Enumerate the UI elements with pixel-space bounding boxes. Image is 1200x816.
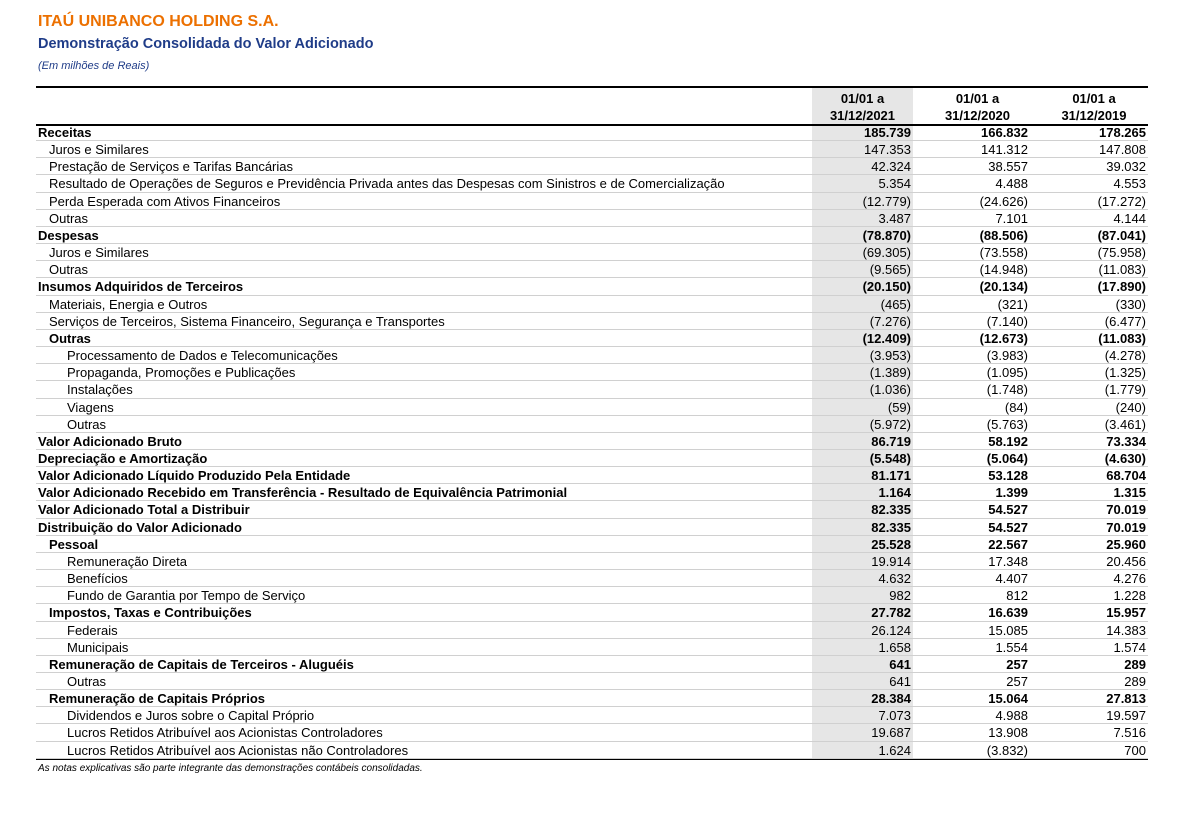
value-2021: 42.324 xyxy=(871,159,911,175)
value-2019: (3.461) xyxy=(1104,416,1146,432)
table-row xyxy=(36,227,1148,244)
row-label: Valor Adicionado Total a Distribuir xyxy=(38,502,250,518)
value-2019: 289 xyxy=(1124,674,1146,689)
value-2021: (5.548) xyxy=(869,450,911,466)
value-2019: (11.083) xyxy=(1098,330,1146,346)
table-row xyxy=(36,141,1148,158)
bottom-rule xyxy=(36,759,1148,760)
table-row xyxy=(36,158,1148,175)
value-2021: 185.739 xyxy=(864,125,911,140)
value-2021: (7.276) xyxy=(869,313,911,329)
column-header-2020-line1: 01/01 a xyxy=(955,91,1000,106)
value-2021: 982 xyxy=(889,588,911,604)
value-2019: 70.019 xyxy=(1106,502,1146,518)
value-added-table xyxy=(36,124,1148,759)
table-row xyxy=(36,175,1148,192)
row-label: Outras xyxy=(67,416,107,432)
row-label: Lucros Retidos Atribuível aos Acionistas não Controladores xyxy=(67,742,409,758)
value-2019: 700 xyxy=(1124,742,1146,758)
value-2021: (12.409) xyxy=(862,330,911,346)
value-2020: 257 xyxy=(1006,674,1028,689)
row-label: Processamento de Dados e Telecomunicações xyxy=(67,348,338,364)
value-2021: (20.150) xyxy=(862,279,911,295)
column-header-2019-line1: 01/01 a xyxy=(1072,91,1116,106)
value-2021: 3.487 xyxy=(878,210,911,226)
value-2019: (330) xyxy=(1115,296,1146,312)
row-label: Lucros Retidos Atribuível aos Acionistas Controladores xyxy=(67,725,383,741)
value-2019: 25.960 xyxy=(1106,536,1146,552)
value-2021: 19.687 xyxy=(871,725,911,741)
value-2021: (69.305) xyxy=(862,245,911,261)
column-header-2019-line2: 31/12/2019 xyxy=(1061,108,1127,123)
row-label: Juros e Similares xyxy=(49,142,149,158)
row-label: Valor Adicionado Líquido Produzido Pela Entidade xyxy=(38,468,351,484)
table-row xyxy=(36,244,1148,261)
value-2021: (465) xyxy=(880,296,911,312)
value-2021: 7.073 xyxy=(878,708,911,724)
statement-title: Demonstração Consolidada do Valor Adicionado xyxy=(38,36,374,52)
row-label: Fundo de Garantia por Tempo de Serviço xyxy=(67,588,306,604)
row-label: Valor Adicionado Bruto xyxy=(38,433,182,449)
row-label: Federais xyxy=(67,622,118,638)
table-row xyxy=(36,433,1148,450)
value-2019: 14.383 xyxy=(1106,622,1146,638)
value-2019: 4.144 xyxy=(1113,210,1146,226)
row-label: Benefícios xyxy=(67,571,128,587)
value-2021: 81.171 xyxy=(871,468,911,484)
value-2020: 1.554 xyxy=(995,639,1028,655)
row-label: Resultado de Operações de Seguros e Previdência Privada antes das Despesas com Sinistros e de Comercialização xyxy=(49,176,725,192)
value-2020: 54.527 xyxy=(988,502,1028,518)
table-row xyxy=(36,124,1148,141)
row-label: Depreciação e Amortização xyxy=(38,450,208,466)
value-2019: 4.276 xyxy=(1113,571,1146,587)
table-row xyxy=(36,399,1148,416)
table-row xyxy=(36,519,1148,536)
value-2019: (1.779) xyxy=(1104,382,1146,398)
value-2020: (1.748) xyxy=(986,382,1028,398)
value-2021: (78.870) xyxy=(862,227,911,243)
table-row xyxy=(36,587,1148,604)
value-2021: (9.565) xyxy=(869,262,911,278)
value-2020: 16.639 xyxy=(988,605,1028,621)
value-2021: 1.658 xyxy=(878,639,911,655)
value-2020: (24.626) xyxy=(979,193,1028,209)
table-row xyxy=(36,364,1148,381)
column-header-2020 xyxy=(925,90,1030,124)
row-label: Distribuição do Valor Adicionado xyxy=(38,519,242,535)
top-rule xyxy=(36,86,1148,88)
row-label: Dividendos e Juros sobre o Capital Próprio xyxy=(67,708,315,724)
value-2021: 19.914 xyxy=(871,553,911,569)
value-2020: 4.988 xyxy=(995,708,1028,724)
value-2021: 82.335 xyxy=(871,502,911,518)
row-label: Municipais xyxy=(67,639,129,655)
table-row xyxy=(36,570,1148,587)
value-2020: (20.134) xyxy=(979,279,1028,295)
row-label: Valor Adicionado Recebido em Transferência - Resultado de Equivalência Patrimonial xyxy=(38,485,568,501)
value-2019: (17.272) xyxy=(1097,193,1146,209)
table-row xyxy=(36,313,1148,330)
row-label: Prestação de Serviços e Tarifas Bancárias xyxy=(49,159,293,175)
table-row xyxy=(36,193,1148,210)
column-header-2021-line1: 01/01 a xyxy=(840,91,885,106)
value-2020: 15.085 xyxy=(988,622,1028,638)
row-label: Despesas xyxy=(38,227,99,243)
table-row xyxy=(36,742,1148,759)
value-2020: (5.064) xyxy=(986,450,1028,466)
table-row xyxy=(36,484,1148,501)
value-2020: 4.407 xyxy=(995,571,1028,587)
row-label: Perda Esperada com Ativos Financeiros xyxy=(49,193,281,209)
value-2019: 19.597 xyxy=(1106,708,1146,724)
value-2020: (73.558) xyxy=(979,245,1028,261)
value-2021: (12.779) xyxy=(862,193,911,209)
value-2020: 141.312 xyxy=(981,142,1028,158)
value-2020: (5.763) xyxy=(986,416,1028,432)
value-2021: 1.164 xyxy=(878,485,911,501)
value-2020: (321) xyxy=(997,296,1028,312)
value-2020: 7.101 xyxy=(995,210,1028,226)
value-2020: 15.064 xyxy=(988,691,1028,707)
table-row xyxy=(36,296,1148,313)
table-row xyxy=(36,724,1148,741)
value-2019: 15.957 xyxy=(1106,605,1146,621)
value-2021: 641 xyxy=(889,674,911,689)
row-label: Instalações xyxy=(67,382,133,398)
value-2021: (3.953) xyxy=(869,348,911,364)
value-2019: 7.516 xyxy=(1113,725,1146,741)
value-2019: 73.334 xyxy=(1106,433,1146,449)
value-2019: (11.083) xyxy=(1098,262,1146,278)
row-label: Juros e Similares xyxy=(49,245,149,261)
row-label: Propaganda, Promoções e Publicações xyxy=(67,365,296,381)
row-label: Impostos, Taxas e Contribuições xyxy=(49,605,252,621)
value-2019: 1.315 xyxy=(1113,485,1146,501)
value-2020: 166.832 xyxy=(981,125,1028,140)
value-2019: 1.228 xyxy=(1113,588,1146,604)
value-2020: (12.673) xyxy=(979,330,1028,346)
value-2021: 4.632 xyxy=(878,571,911,587)
value-2019: 178.265 xyxy=(1099,125,1146,140)
value-2020: (7.140) xyxy=(986,313,1028,329)
value-2019: 289 xyxy=(1124,656,1146,672)
value-2021: (1.389) xyxy=(869,365,911,381)
value-2021: 25.528 xyxy=(871,536,911,552)
value-2020: 257 xyxy=(1006,656,1028,672)
value-2019: 70.019 xyxy=(1106,519,1146,535)
value-2019: (6.477) xyxy=(1104,313,1146,329)
value-2019: 68.704 xyxy=(1106,468,1146,484)
table-row xyxy=(36,639,1148,656)
value-2021: (1.036) xyxy=(869,382,911,398)
value-2020: 1.399 xyxy=(995,485,1028,501)
value-2019: 27.813 xyxy=(1106,691,1146,707)
row-label: Outras xyxy=(49,210,89,226)
footnote: As notas explicativas são parte integrante das demonstrações contábeis consolidadas. xyxy=(38,763,423,774)
value-2019: 39.032 xyxy=(1106,159,1146,175)
value-2021: (59) xyxy=(887,399,911,415)
value-2020: 38.557 xyxy=(988,159,1028,175)
table-row xyxy=(36,707,1148,724)
value-2019: 1.574 xyxy=(1113,639,1146,655)
value-2021: 26.124 xyxy=(871,622,911,638)
value-2019: (1.325) xyxy=(1104,365,1146,381)
value-2020: 54.527 xyxy=(988,519,1028,535)
row-label: Viagens xyxy=(67,399,114,415)
table-row xyxy=(36,536,1148,553)
table-row xyxy=(36,690,1148,707)
value-2021: (5.972) xyxy=(869,416,911,432)
row-label: Outras xyxy=(49,262,89,278)
value-2020: 4.488 xyxy=(995,176,1028,192)
value-2019: (87.041) xyxy=(1097,227,1146,243)
value-2021: 641 xyxy=(889,656,911,672)
value-2021: 86.719 xyxy=(871,433,911,449)
value-2020: 13.908 xyxy=(988,725,1028,741)
table-row xyxy=(36,450,1148,467)
column-header-2021-line2: 31/12/2021 xyxy=(829,108,896,123)
value-2021: 27.782 xyxy=(871,605,911,621)
value-2020: (3.832) xyxy=(986,742,1028,758)
table-row xyxy=(36,673,1148,690)
value-2021: 82.335 xyxy=(871,519,911,535)
value-2021: 5.354 xyxy=(878,176,911,192)
row-label: Remuneração de Capitais Próprios xyxy=(49,691,266,707)
value-2020: (1.095) xyxy=(986,365,1028,381)
value-2019: (17.890) xyxy=(1097,279,1146,295)
table-row xyxy=(36,381,1148,398)
row-label: Serviços de Terceiros, Sistema Financeiro, Segurança e Transportes xyxy=(49,313,445,329)
row-label: Materiais, Energia e Outros xyxy=(49,296,208,312)
value-2020: 53.128 xyxy=(988,468,1028,484)
value-2021: 147.353 xyxy=(864,142,911,158)
value-2021: 28.384 xyxy=(871,691,911,707)
value-2019: (240) xyxy=(1115,399,1146,415)
row-label: Remuneração de Capitais de Terceiros - Aluguéis xyxy=(49,656,354,672)
row-label: Outras xyxy=(67,674,107,689)
units-note: (Em milhões de Reais) xyxy=(38,60,150,72)
row-label: Receitas xyxy=(38,125,92,140)
table-row xyxy=(36,604,1148,621)
table-row xyxy=(36,261,1148,278)
value-2020: 58.192 xyxy=(988,433,1028,449)
value-2021: 1.624 xyxy=(878,742,911,758)
table-row xyxy=(36,622,1148,639)
table-row xyxy=(36,656,1148,673)
row-label: Remuneração Direta xyxy=(67,553,187,569)
value-2020: (84) xyxy=(1004,399,1028,415)
row-label: Outras xyxy=(49,330,91,346)
column-header-2020-line2: 31/12/2020 xyxy=(944,108,1011,123)
value-2019: (4.278) xyxy=(1104,348,1146,364)
table-row xyxy=(36,347,1148,364)
value-2019: (75.958) xyxy=(1097,245,1146,261)
value-2020: 17.348 xyxy=(988,553,1028,569)
value-2019: 4.553 xyxy=(1113,176,1146,192)
value-2020: 812 xyxy=(1006,588,1028,604)
table-row xyxy=(36,416,1148,433)
value-2019: 20.456 xyxy=(1106,553,1146,569)
table-row xyxy=(36,330,1148,347)
table-row xyxy=(36,210,1148,227)
row-label: Pessoal xyxy=(49,536,99,552)
row-label: Insumos Adquiridos de Terceiros xyxy=(38,279,244,295)
value-2020: 22.567 xyxy=(988,536,1028,552)
column-header-2019 xyxy=(1042,90,1146,124)
column-header-2021 xyxy=(812,90,913,124)
table-row xyxy=(36,553,1148,570)
table-row xyxy=(36,501,1148,518)
company-name: ITAÚ UNIBANCO HOLDING S.A. xyxy=(38,13,279,30)
value-2020: (14.948) xyxy=(979,262,1028,278)
value-2019: 147.808 xyxy=(1099,142,1146,158)
value-2019: (4.630) xyxy=(1104,450,1146,466)
table-row xyxy=(36,278,1148,295)
value-2020: (3.983) xyxy=(986,348,1028,364)
value-2020: (88.506) xyxy=(979,227,1028,243)
table-row xyxy=(36,467,1148,484)
